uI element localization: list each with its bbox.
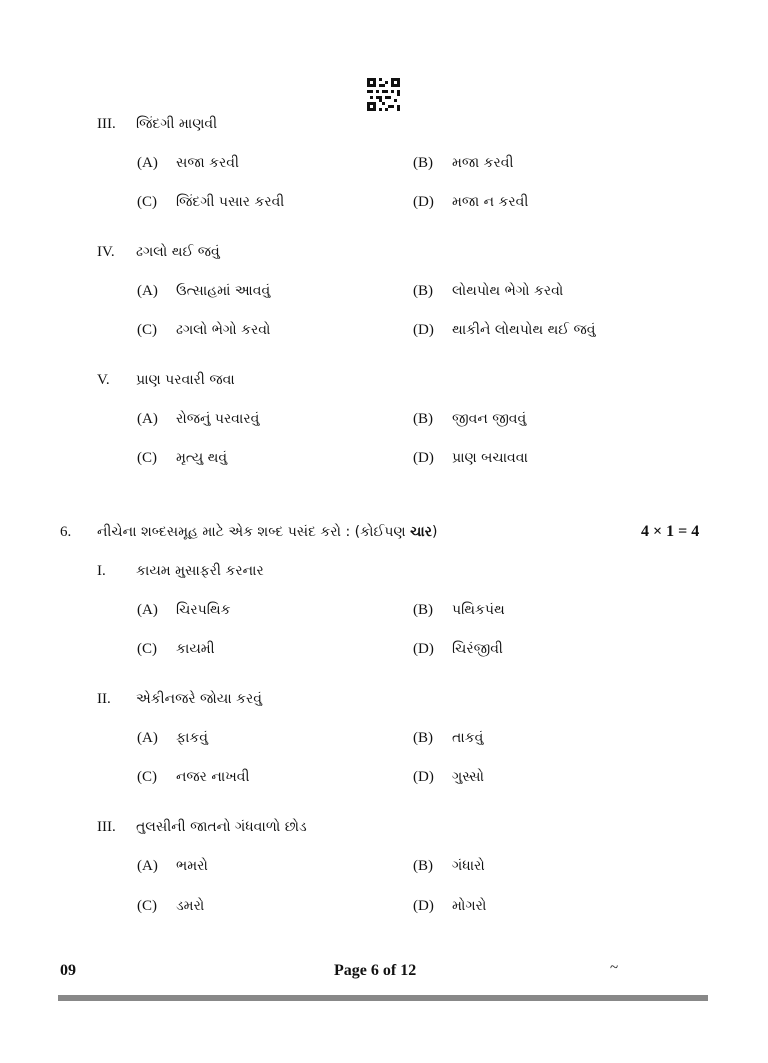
q6-iii-option-c: ડમરો (176, 898, 205, 914)
option-label-b: (B) (413, 411, 433, 427)
q6-iii-option-a: ભમરો (176, 858, 208, 874)
option-label-d: (D) (413, 450, 434, 466)
qr-code-icon (367, 78, 400, 111)
option-label-c: (C) (137, 898, 157, 914)
q5-iii-number: III. (97, 116, 116, 132)
footer-mark: ~ (610, 960, 619, 976)
q6-ii-option-c: નજર નાખવી (176, 769, 250, 785)
option-label-b: (B) (413, 858, 433, 874)
q6-marks: 4 × 1 = 4 (641, 523, 700, 540)
q6-ii-number: II. (97, 691, 111, 707)
q5-iv-option-c: ઢગલો ભેગો કરવો (176, 322, 271, 338)
q6-i-option-a: ચિરપથિક (176, 602, 231, 618)
q6-ii-option-b: તાકવું (452, 730, 484, 746)
option-label-c: (C) (137, 769, 157, 785)
q5-iv-option-a: ઉત્સાહમાં આવવું (176, 283, 271, 299)
q5-iii-option-b: મજા કરવી (452, 155, 514, 171)
q6-ii-option-a: ફાકવું (176, 730, 209, 746)
option-label-c: (C) (137, 450, 157, 466)
option-label-d: (D) (413, 898, 434, 914)
q6-number: 6. (60, 524, 72, 540)
option-label-c: (C) (137, 322, 157, 338)
q5-v-option-a: રોજનું પરવારવું (176, 411, 260, 427)
paper-code: 09 (60, 962, 76, 979)
q6-i-number: I. (97, 563, 106, 579)
q6-ii-option-d: ગુસ્સો (452, 769, 484, 785)
option-label-d: (D) (413, 322, 434, 338)
option-label-b: (B) (413, 155, 433, 171)
option-label-a: (A) (137, 730, 158, 746)
q5-iv-number: IV. (97, 244, 115, 260)
q5-iii-option-a: સજા કરવી (176, 155, 239, 171)
q5-v-number: V. (97, 372, 110, 388)
q5-iv-prompt: ઢગલો થઈ જવું (136, 244, 220, 260)
q5-iv-option-b: લોથપોથ ભેગો કરવો (452, 283, 564, 299)
q6-ii-prompt: એકીનજરે જોયા કરવું (136, 691, 262, 707)
q6-iii-number: III. (97, 819, 116, 835)
q5-iii-option-d: મજા ન કરવી (452, 194, 529, 210)
q5-iii-option-c: જિંદગી પસાર કરવી (176, 194, 285, 210)
q5-v-prompt: પ્રાણ પરવારી જવા (136, 372, 235, 388)
q6-iii-option-d: મોગરો (452, 898, 487, 914)
option-label-c: (C) (137, 194, 157, 210)
q6-i-prompt: કાયમ મુસાફરી કરનાર (136, 563, 264, 579)
q6-i-option-c: કાયમી (176, 641, 215, 657)
q6-i-option-d: ચિરંજીવી (452, 641, 503, 657)
q6-iii-option-b: ગંધારો (452, 858, 485, 874)
option-label-b: (B) (413, 730, 433, 746)
option-label-a: (A) (137, 858, 158, 874)
option-label-c: (C) (137, 641, 157, 657)
q5-v-option-d: પ્રાણ બચાવવા (452, 450, 528, 466)
option-label-d: (D) (413, 641, 434, 657)
footer-rule (58, 995, 708, 1001)
q5-iv-option-d: થાકીને લોથપોથ થઈ જવું (452, 322, 596, 338)
q6-instruction (97, 524, 437, 540)
option-label-a: (A) (137, 155, 158, 171)
q6-instruction-bold: ચાર (410, 524, 432, 540)
q6-i-option-b: પથિકપંથ (452, 602, 505, 618)
q6-iii-prompt: તુલસીની જાતનો ગંધવાળો છોડ (136, 819, 307, 835)
q5-v-option-b: જીવન જીવવું (452, 411, 527, 427)
option-label-d: (D) (413, 194, 434, 210)
q6-instruction-end: ) (431, 524, 438, 540)
q6-instruction-text: નીચેના શબ્દસમૂહ માટે એક શબ્દ પસંદ કરો : (કોઈપણ (97, 524, 411, 540)
q5-iii-prompt: જિંદગી માણવી (136, 116, 218, 132)
option-label-b: (B) (413, 602, 433, 618)
option-label-b: (B) (413, 283, 433, 299)
option-label-d: (D) (413, 769, 434, 785)
option-label-a: (A) (137, 283, 158, 299)
q5-v-option-c: મૃત્યુ થવું (176, 450, 228, 466)
option-label-a: (A) (137, 602, 158, 618)
page-number: Page 6 of 12 (334, 962, 417, 979)
option-label-a: (A) (137, 411, 158, 427)
